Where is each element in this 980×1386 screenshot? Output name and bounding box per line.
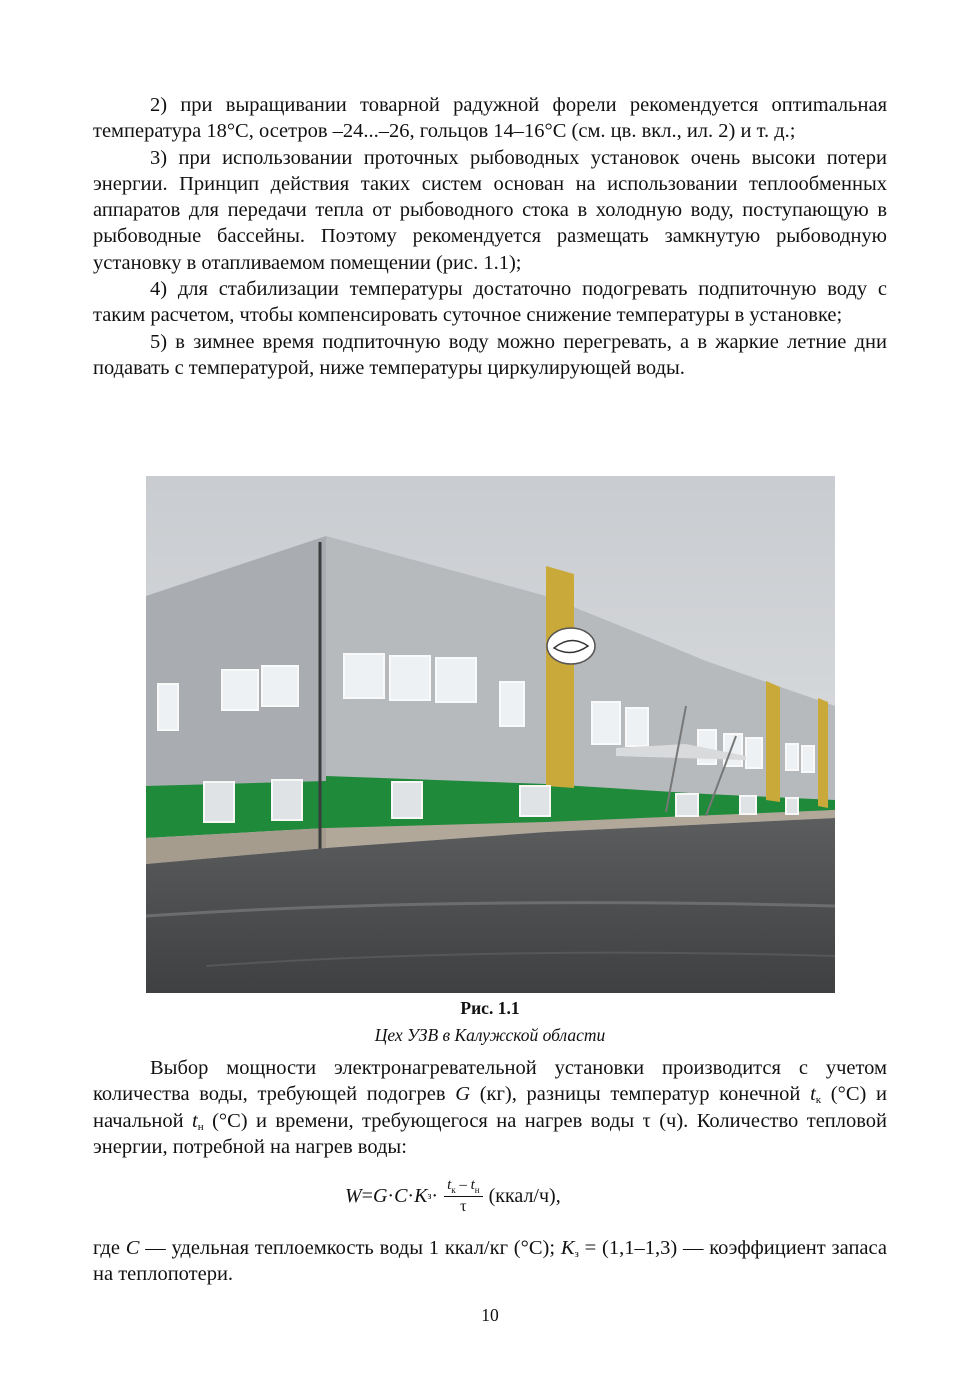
text-block-top bbox=[93, 92, 887, 381]
energy-formula: W = G · C · K з · $\frac{t_к - t_н}{\tau}$ (ккал/ч), bbox=[345, 1176, 561, 1215]
figure-number: Рис. 1.1 bbox=[460, 998, 520, 1018]
paragraph-2: 3) при использовании проточных рыбоводных установок очень высоки потери энергии. Принцип действия таких систем основан на использовании теплообменных аппаратов для передачи тепла от рыбоводного стока в холодную воду, поступающую в рыбоводные бассейны. Поэтому рекомендуется размещать замкнутую рыбоводную установку в отапливаемом помещении (рис. 1.1); bbox=[93, 146, 887, 274]
paragraph-5: Выбор мощности электронагревательной установки производится с учетом количества воды, требующей подогрев G (кг), разницы температур конечной $t_к$ (°С) и начальной $t_н$ (°С) и времени, требующегося на нагрев воды τ (ч). Количество тепловой энергии, потребной на нагрев воды: bbox=[93, 1057, 888, 1158]
page-number: 10 bbox=[481, 1305, 499, 1325]
paragraph-4: 5) в зимнее время подпиточную воду можно перегревать, а в жаркие летние дни подавать с температурой, ниже температуры циркулирующей воды. bbox=[93, 330, 887, 379]
paragraph-6: где C — удельная теплоемкость воды 1 ккал/кг (°С); $K_з = (1,1-1,3)$ — коэффициент запаса на теплопотери. bbox=[93, 1237, 887, 1286]
paragraph-3: 4) для стабилизации температуры достаточно подогревать подпиточную воду с таким расчетом, чтобы компенсировать суточное снижение температуры в установке; bbox=[93, 278, 887, 327]
building-photo bbox=[146, 476, 835, 993]
figure-photo-building bbox=[146, 476, 835, 993]
paragraph-1: 2) при выращивании товарной радужной форели рекомендуется оптиmальная температура 18°С, осетров –24...–26, гольцов 14–16°С (см. цв. вкл., ил. 2) и т. д.; bbox=[93, 94, 887, 143]
text-block-middle bbox=[93, 1055, 887, 1160]
figure-caption: Цех УЗВ в Калужской области bbox=[374, 1025, 606, 1045]
text-block-bottom bbox=[93, 1235, 887, 1288]
formula-fraction: $\frac{t_к - t_н}{\tau}$ bbox=[444, 1177, 483, 1216]
